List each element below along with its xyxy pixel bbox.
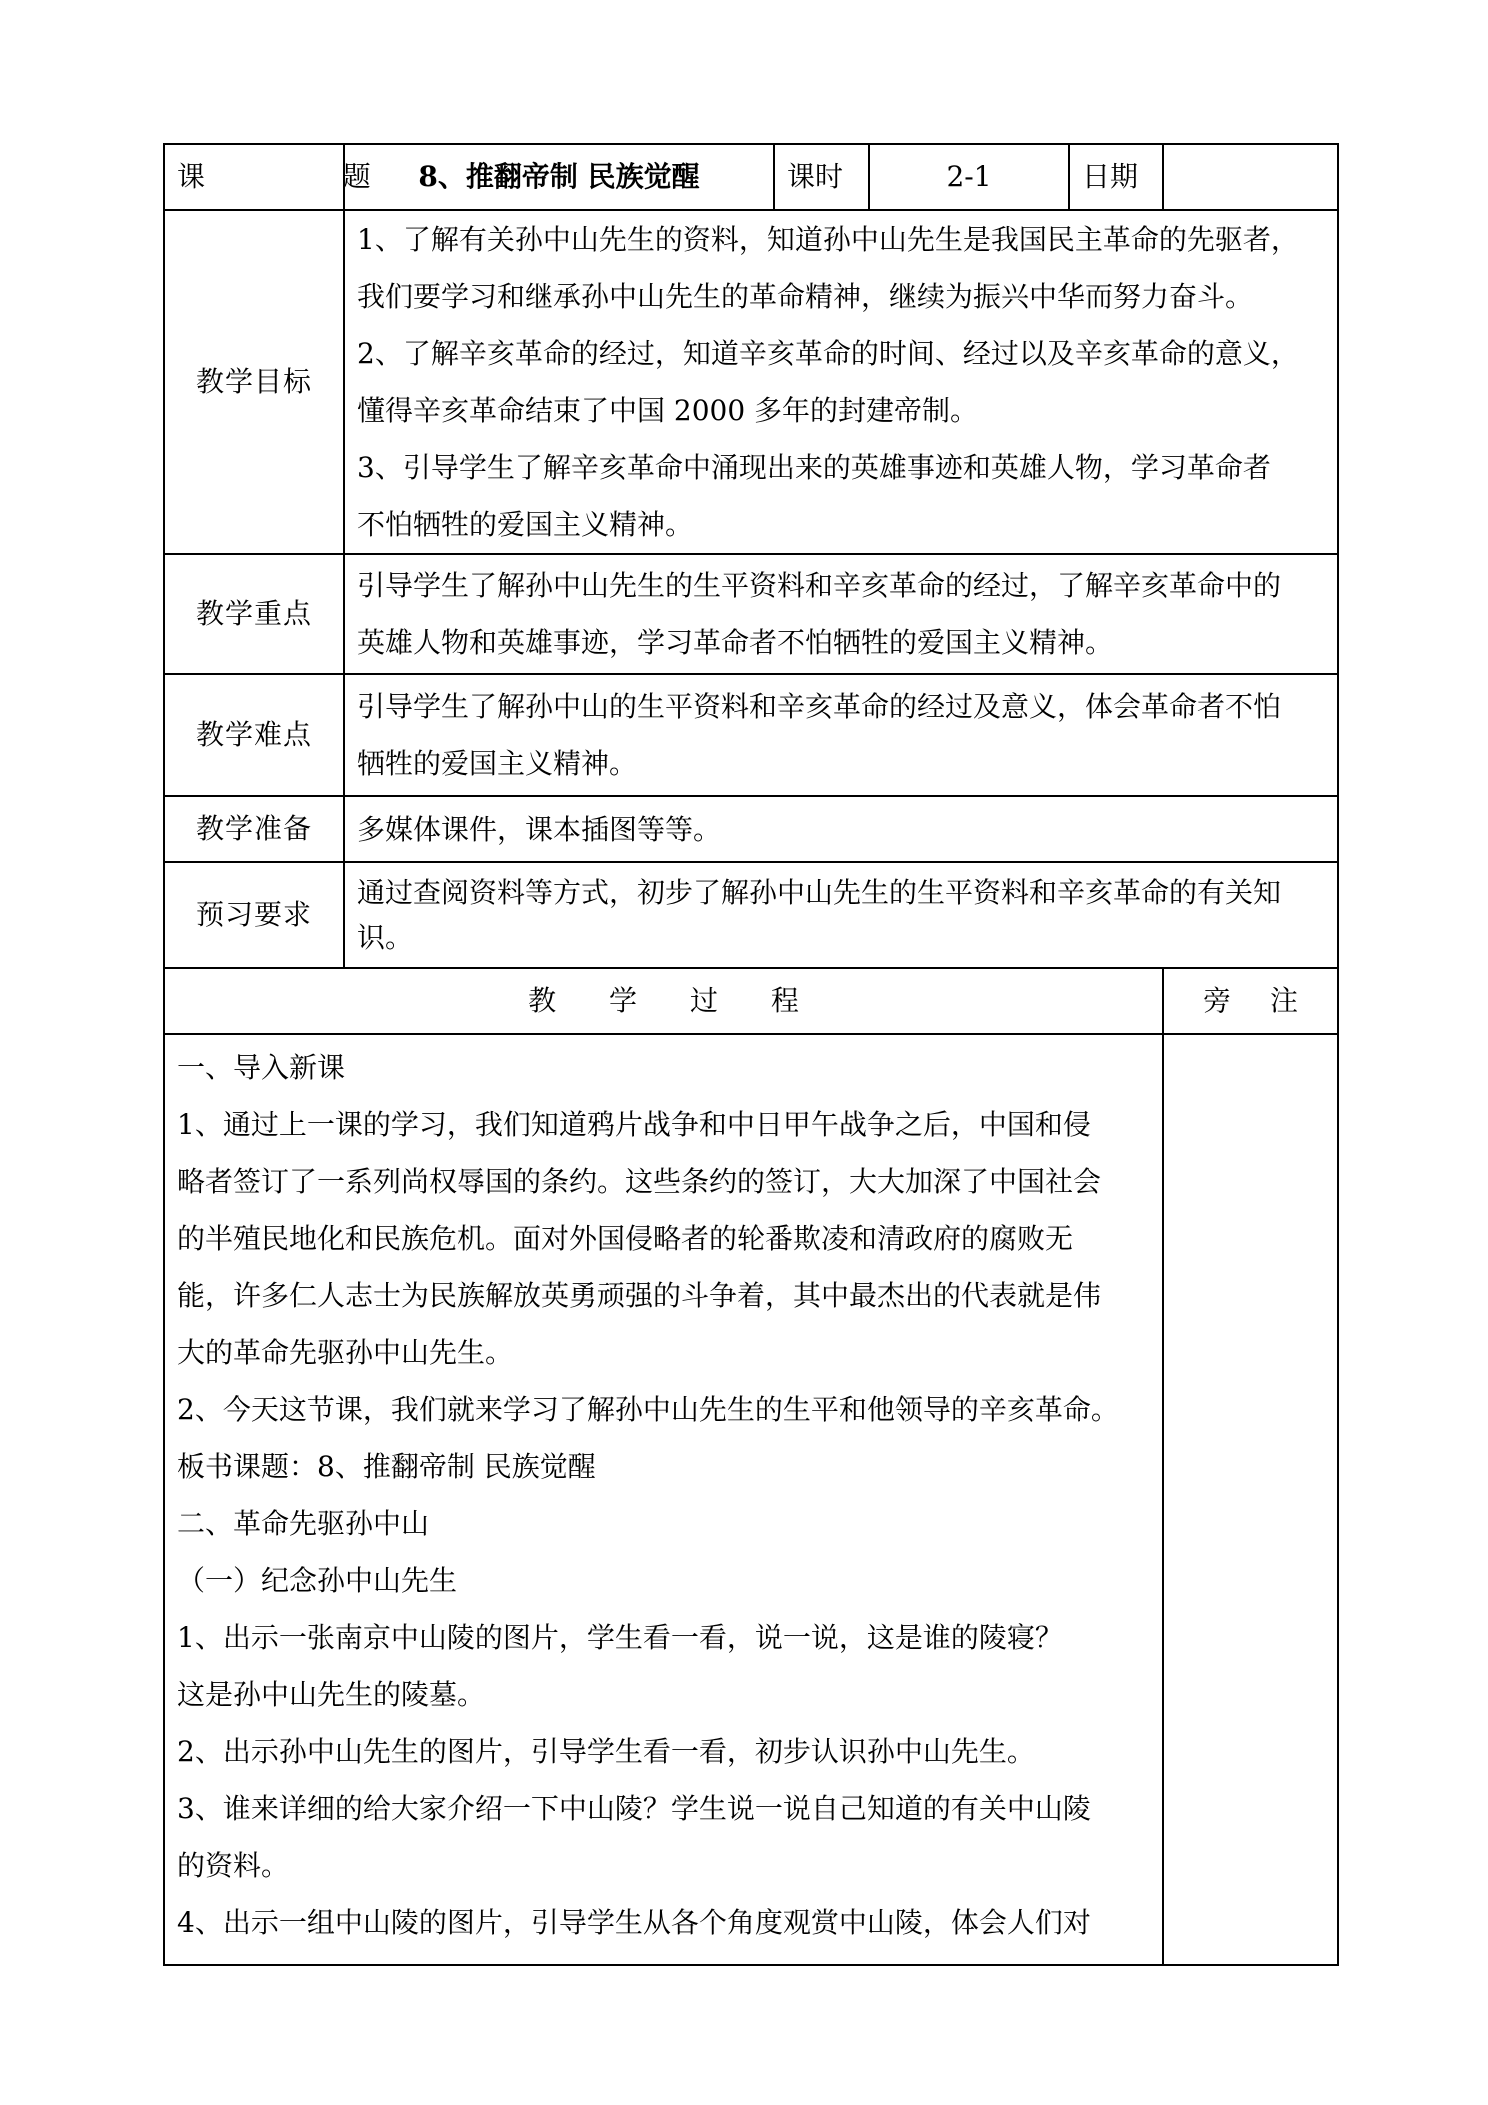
process-line: 的资料。 — [177, 1849, 290, 1882]
objectives-line: 3、引导学生了解辛亥革命中涌现出来的英雄事迹和英雄人物，学习革命者 — [357, 451, 1271, 484]
preview-content — [344, 862, 1338, 968]
key-points-content — [344, 554, 1338, 674]
notes-header: 旁 注 — [1163, 968, 1338, 1034]
objectives-content — [344, 210, 1338, 554]
difficulties-label: 教学难点 — [164, 674, 344, 796]
process-line: 大的革命先驱孙中山先生。 — [177, 1336, 514, 1369]
process-content — [164, 1034, 1163, 1965]
objectives-row — [164, 210, 1338, 554]
process-header-row — [164, 968, 1338, 1034]
process-line: 1、出示一张南京中山陵的图片，学生看一看，说一说，这是谁的陵寝？ — [177, 1621, 1063, 1654]
process-line: 2、出示孙中山先生的图片，引导学生看一看，初步认识孙中山先生。 — [177, 1735, 1035, 1768]
process-line: 3、谁来详细的给大家介绍一下中山陵？学生说一说自己知道的有关中山陵 — [177, 1792, 1091, 1825]
process-line: 2、今天这节课，我们就来学习了解孙中山先生的生平和他领导的辛亥革命。 — [177, 1393, 1119, 1426]
date-value — [1163, 144, 1338, 210]
objectives-line: 我们要学习和继承孙中山先生的革命精神，继续为振兴中华而努力奋斗。 — [357, 280, 1254, 313]
preview-row — [164, 862, 1338, 968]
process-line: 1、通过上一课的学习，我们知道鸦片战争和中日甲午战争之后，中国和侵 — [177, 1108, 1091, 1141]
preparation-label: 教学准备 — [164, 796, 344, 862]
objectives-label: 教学目标 — [164, 210, 344, 554]
period-label: 课时 — [774, 144, 869, 210]
process-line: 一、导入新课 — [177, 1051, 346, 1084]
key-points-row — [164, 554, 1338, 674]
key-points-line: 引导学生了解孙中山先生的生平资料和辛亥革命的经过，了解辛亥革命中的 — [357, 569, 1282, 602]
preview-label: 预习要求 — [164, 862, 344, 968]
header-row — [164, 144, 1338, 210]
process-line: 略者签订了一系列尚权辱国的条约。这些条约的签订，大大加深了中国社会 — [177, 1165, 1102, 1198]
process-line: 的半殖民地化和民族危机。面对外国侵略者的轮番欺凌和清政府的腐败无 — [177, 1222, 1074, 1255]
difficulties-row — [164, 674, 1338, 796]
process-line: （一）纪念孙中山先生 — [177, 1564, 458, 1597]
preview-line: 通过查阅资料等方式，初步了解孙中山先生的生平资料和辛亥革命的有关知 — [357, 876, 1282, 909]
notes-content — [1163, 1034, 1338, 1965]
process-row — [164, 1034, 1338, 1965]
process-line: 板书课题：8、推翻帝制 民族觉醒 — [177, 1450, 596, 1483]
difficulties-content — [344, 674, 1338, 796]
process-line: 二、革命先驱孙中山 — [177, 1507, 430, 1540]
topic-label: 课 题 — [164, 144, 344, 210]
date-label: 日期 — [1069, 144, 1163, 210]
process-header: 教 学 过 程 — [164, 968, 1163, 1034]
period-value: 2-1 — [869, 144, 1069, 210]
preview-line: 识。 — [357, 921, 414, 954]
objectives-line: 不怕牺牲的爱国主义精神。 — [357, 508, 694, 541]
preparation-content: 多媒体课件，课本插图等等。 — [344, 796, 1338, 862]
objectives-line: 1、了解有关孙中山先生的资料，知道孙中山先生是我国民主革命的先驱者， — [357, 223, 1299, 256]
objectives-line: 2、了解辛亥革命的经过，知道辛亥革命的时间、经过以及辛亥革命的意义， — [357, 337, 1299, 370]
key-points-label: 教学重点 — [164, 554, 344, 674]
objectives-line: 懂得辛亥革命结束了中国 2000 多年的封建帝制。 — [357, 394, 979, 427]
difficulties-line: 引导学生了解孙中山的生平资料和辛亥革命的经过及意义，体会革命者不怕 — [357, 690, 1282, 723]
difficulties-line: 牺牲的爱国主义精神。 — [357, 747, 638, 780]
key-points-line: 英雄人物和英雄事迹，学习革命者不怕牺牲的爱国主义精神。 — [357, 626, 1114, 659]
process-line: 4、出示一组中山陵的图片，引导学生从各个角度观赏中山陵，体会人们对 — [177, 1906, 1091, 1939]
lesson-plan-table — [163, 143, 1339, 1966]
preparation-row — [164, 796, 1338, 862]
process-line: 能，许多仁人志士为民族解放英勇顽强的斗争着，其中最杰出的代表就是伟 — [177, 1279, 1102, 1312]
process-line: 这是孙中山先生的陵墓。 — [177, 1678, 486, 1711]
lesson-plan-document — [163, 143, 1337, 1966]
topic-value: 8、推翻帝制 民族觉醒 — [344, 144, 774, 210]
